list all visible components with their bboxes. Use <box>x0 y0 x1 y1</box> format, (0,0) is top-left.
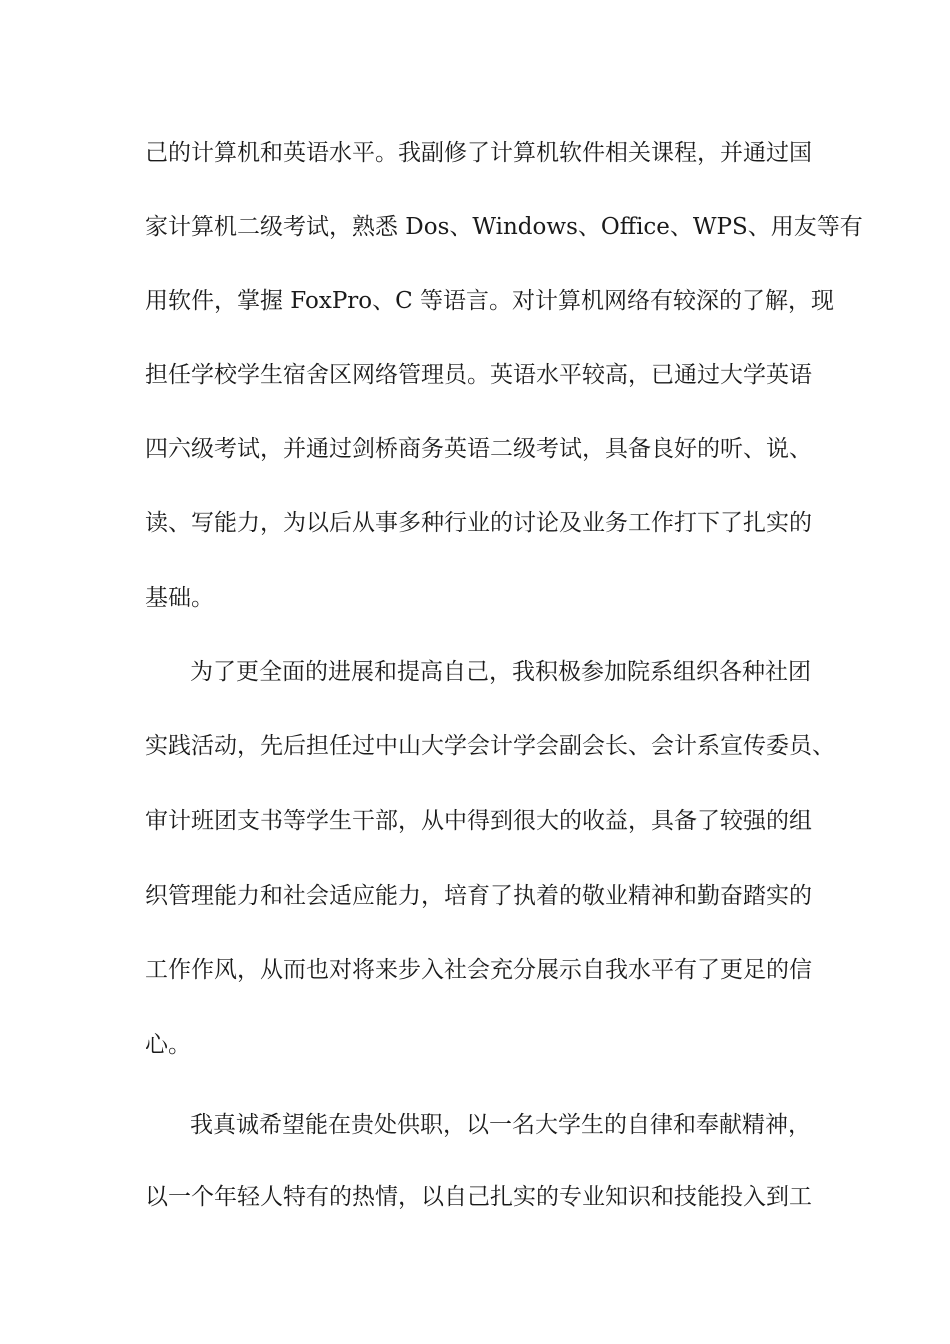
text-line: 我真诚希望能在贵处供职，以一名大学生的自律和奉献精神， <box>190 1112 811 1138</box>
text-line: 用软件，掌握 FoxPro、C 等语言。对计算机网络有较深的了解，现 <box>145 288 835 314</box>
text-line: 基础。 <box>145 585 214 611</box>
text-line: 己的计算机和英语水平。我副修了计算机软件相关课程，并通过国 <box>145 140 812 166</box>
text-line: 工作作风，从而也对将来步入社会充分展示自我水平有了更足的信 <box>145 957 812 983</box>
text-line: 为了更全面的进展和提高自己，我积极参加院系组织各种社团 <box>190 659 811 685</box>
text-line: 担任学校学生宿舍区网络管理员。英语水平较高，已通过大学英语 <box>145 362 812 388</box>
text-line: 心。 <box>145 1032 191 1058</box>
text-line: 以一个年轻人特有的热情，以自己扎实的专业知识和技能投入到工 <box>145 1184 812 1210</box>
text-line: 审计班团支书等学生干部，从中得到很大的收益，具备了较强的组 <box>145 808 812 834</box>
text-line: 读、写能力，为以后从事多种行业的讨论及业务工作打下了扎实的 <box>145 510 812 536</box>
text-line: 四六级考试，并通过剑桥商务英语二级考试，具备良好的听、说、 <box>145 436 812 462</box>
text-line: 家计算机二级考试，熟悉 Dos、Windows、Office、WPS、用友等有 <box>145 214 863 240</box>
text-line: 织管理能力和社会适应能力，培育了执着的敬业精神和勤奋踏实的 <box>145 883 812 909</box>
text-line: 实践活动，先后担任过中山大学会计学会副会长、会计系宣传委员、 <box>145 733 835 759</box>
